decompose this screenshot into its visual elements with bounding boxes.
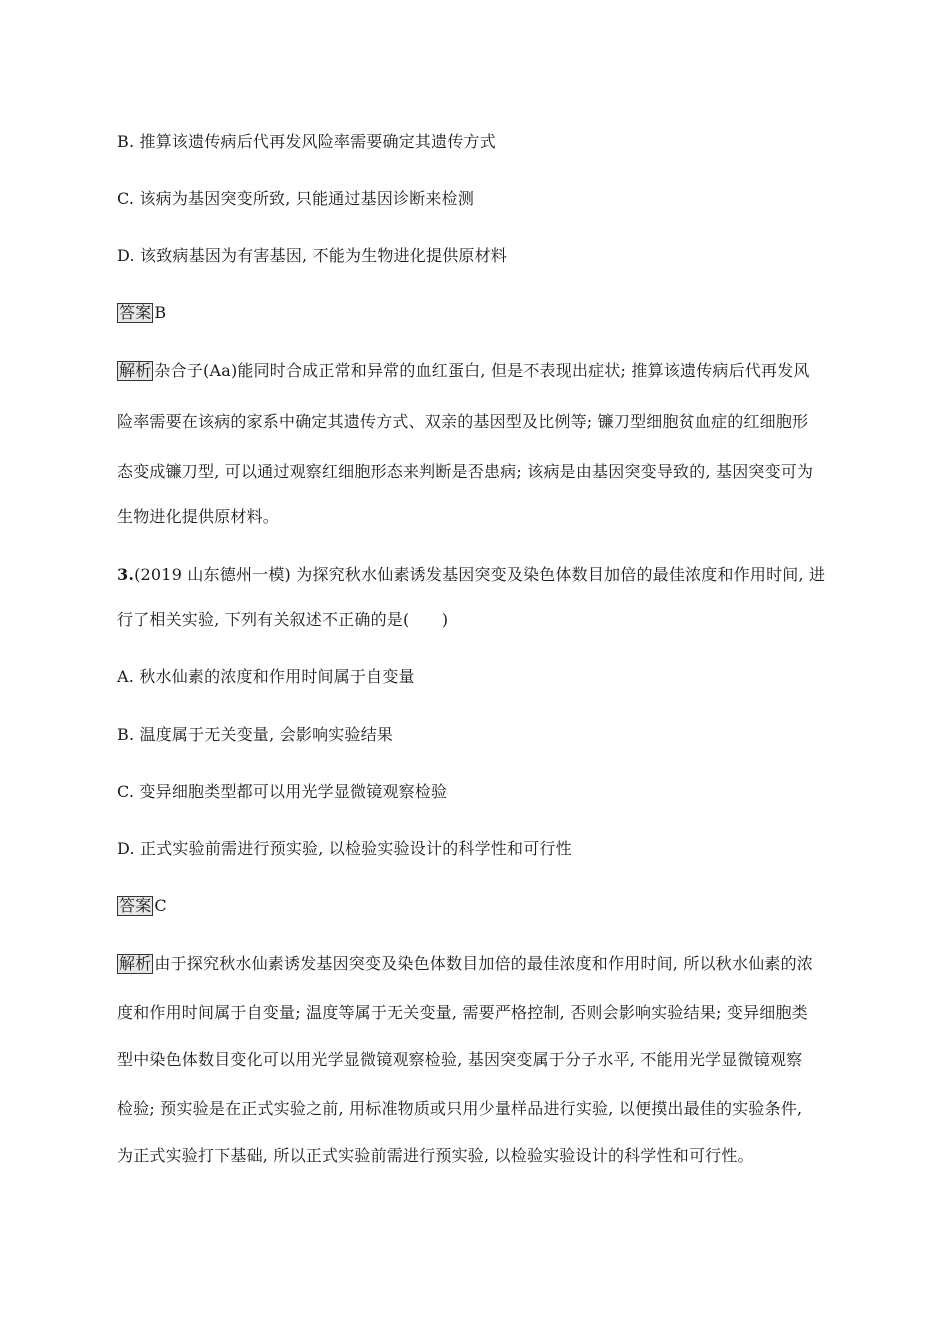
answer-tag: 答案 [119, 896, 152, 915]
analysis-tag: 解析 [119, 954, 152, 973]
q2-answer [117, 303, 833, 323]
q3-analysis-line-3: 型中染色体数目变化可以用光学显微镜观察检验, 基因突变属于分子水平, 不能用光学显微镜观察 [117, 1050, 803, 1069]
q3-analysis-line-1 [117, 954, 833, 974]
q3-option-b: B. 温度属于无关变量, 会影响实验结果 [117, 725, 394, 744]
answer-value: C [154, 896, 167, 915]
q3-analysis-line-5: 为正式实验打下基础, 所以正式实验前需进行预实验, 以检验实验设计的科学性和可行性。 [117, 1146, 754, 1165]
q2-option-d: D. 该致病基因为有害基因, 不能为生物进化提供原材料 [117, 246, 508, 265]
question-stem: (2019 山东德州一模) 为探究秋水仙素诱发基因突变及染色体数目加倍的最佳浓度和作用时间, 进 [134, 565, 826, 584]
answer-value: B [154, 303, 167, 322]
q2-analysis-line-3: 态变成镰刀型, 可以通过观察红细胞形态来判断是否患病; 该病是由基因突变导致的, 基因突变可为 [117, 462, 814, 481]
q3-option-a: A. 秋水仙素的浓度和作用时间属于自变量 [117, 667, 415, 686]
q2-option-c: C. 该病为基因突变所致, 只能通过基因诊断来检测 [117, 189, 475, 208]
question-number: 3. [117, 565, 135, 584]
q3-answer [117, 896, 833, 916]
q2-analysis-line-2: 险率需要在该病的家系中确定其遗传方式、双亲的基因型及比例等; 镰刀型细胞贫血症的红细胞形 [117, 412, 809, 431]
analysis-text: 杂合子(Aa)能同时合成正常和异常的血红蛋白, 但是不表现出症状; 推算该遗传病后代再发风 [154, 361, 810, 380]
q2-option-b: B. 推算该遗传病后代再发风险率需要确定其遗传方式 [117, 132, 496, 151]
answer-tag: 答案 [119, 303, 152, 322]
analysis-tag: 解析 [119, 361, 152, 380]
q2-analysis-line-4: 生物进化提供原材料。 [117, 507, 280, 526]
q3-analysis-line-4: 检验; 预实验是在正式实验之前, 用标准物质或只用少量样品进行实验, 以便摸出最佳的实验条件, [117, 1099, 803, 1118]
analysis-text: 由于探究秋水仙素诱发基因突变及染色体数目加倍的最佳浓度和作用时间, 所以秋水仙素的浓 [154, 954, 813, 973]
q3-stem-line-2: 行了相关实验, 下列有关叙述不正确的是( ) [117, 610, 449, 629]
q3-stem-line-1 [117, 565, 833, 585]
q3-analysis-line-2: 度和作用时间属于自变量; 温度等属于无关变量, 需要严格控制, 否则会影响实验结果; 变异细胞类 [117, 1003, 808, 1022]
q2-analysis-line-1 [117, 361, 833, 381]
q3-option-c: C. 变异细胞类型都可以用光学显微镜观察检验 [117, 782, 448, 801]
q3-option-d: D. 正式实验前需进行预实验, 以检验实验设计的科学性和可行性 [117, 839, 572, 858]
